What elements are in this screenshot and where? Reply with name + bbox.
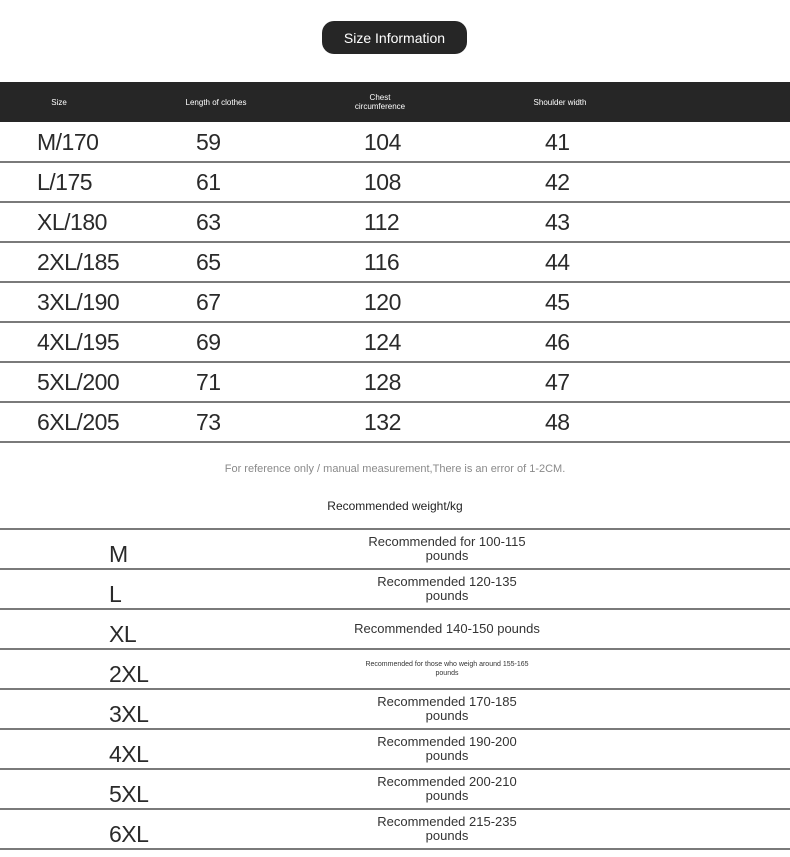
header-length: Length of clothes <box>185 97 247 107</box>
table-row <box>0 730 790 770</box>
cell-chest: 124 <box>364 328 401 355</box>
cell-shoulder: 44 <box>545 248 570 275</box>
cell-shoulder: 41 <box>545 128 570 155</box>
cell-chest: 108 <box>364 168 401 195</box>
table-row <box>0 770 790 810</box>
header-size: Size <box>51 97 67 107</box>
header-chest-line1: Chest <box>369 93 391 102</box>
table-row <box>0 123 790 163</box>
cell-chest: 132 <box>364 408 401 435</box>
table-row <box>0 650 790 690</box>
weight-recommendation: Recommended 140-150 pounds <box>354 621 540 636</box>
table-row <box>0 283 790 323</box>
table-row <box>0 163 790 203</box>
cell-length: 63 <box>196 208 221 235</box>
weight-size: XL <box>109 620 137 647</box>
cell-size: 5XL/200 <box>37 368 120 395</box>
table-row <box>0 610 790 650</box>
weight-table <box>0 528 790 850</box>
cell-length: 65 <box>196 248 221 275</box>
cell-size: 4XL/195 <box>37 328 120 355</box>
cell-size: 2XL/185 <box>37 248 120 275</box>
weight-recommendation: Recommended 170-185 pounds <box>377 694 517 723</box>
cell-chest: 120 <box>364 288 401 315</box>
cell-length: 69 <box>196 328 221 355</box>
header-chest-line2: circumference <box>354 102 406 111</box>
header-chest <box>340 82 420 122</box>
cell-chest: 116 <box>364 248 400 275</box>
size-table-header <box>0 82 790 122</box>
weight-recommendation: Recommended 120-135 pounds <box>377 574 517 603</box>
measurement-note: For reference only / manual measurement,There is an error of 1-2CM. <box>224 463 566 475</box>
table-row <box>0 530 790 570</box>
weight-size: 2XL <box>109 660 149 687</box>
cell-shoulder: 42 <box>545 168 570 195</box>
cell-length: 67 <box>196 288 221 315</box>
weight-size: 5XL <box>109 780 149 807</box>
table-row <box>0 810 790 850</box>
table-row <box>0 323 790 363</box>
weight-size: L <box>109 580 122 607</box>
cell-length: 71 <box>196 368 221 395</box>
table-row <box>0 243 790 283</box>
table-row <box>0 570 790 610</box>
size-table <box>0 123 790 443</box>
weight-recommendation: Recommended 200-210 pounds <box>377 774 517 803</box>
cell-length: 73 <box>196 408 221 435</box>
table-row <box>0 203 790 243</box>
weight-size: 6XL <box>109 820 149 847</box>
cell-shoulder: 48 <box>545 408 570 435</box>
table-row <box>0 403 790 443</box>
page-title: Size Information <box>322 21 467 54</box>
header-shoulder: Shoulder width <box>533 97 587 107</box>
weight-recommendation: Recommended 190-200 pounds <box>377 734 517 763</box>
table-row <box>0 363 790 403</box>
cell-chest: 112 <box>364 208 400 235</box>
cell-shoulder: 46 <box>545 328 570 355</box>
weight-size: M <box>109 540 128 567</box>
cell-size: L/175 <box>37 168 93 195</box>
cell-length: 61 <box>196 168 221 195</box>
weight-recommendation: Recommended 215-235 pounds <box>377 814 517 843</box>
cell-shoulder: 45 <box>545 288 570 315</box>
cell-size: 6XL/205 <box>37 408 120 435</box>
cell-length: 59 <box>196 128 221 155</box>
weight-size: 4XL <box>109 740 149 767</box>
cell-size: M/170 <box>37 128 99 155</box>
table-row <box>0 690 790 730</box>
cell-chest: 128 <box>364 368 401 395</box>
weight-heading: Recommended weight/kg <box>327 499 463 513</box>
weight-size: 3XL <box>109 700 149 727</box>
weight-recommendation: Recommended for those who weigh around 155-165 pounds <box>365 661 529 677</box>
weight-recommendation: Recommended for 100-115 pounds <box>368 534 526 563</box>
cell-shoulder: 47 <box>545 368 570 395</box>
cell-size: 3XL/190 <box>37 288 120 315</box>
cell-shoulder: 43 <box>545 208 570 235</box>
cell-chest: 104 <box>364 128 401 155</box>
cell-size: XL/180 <box>37 208 107 235</box>
